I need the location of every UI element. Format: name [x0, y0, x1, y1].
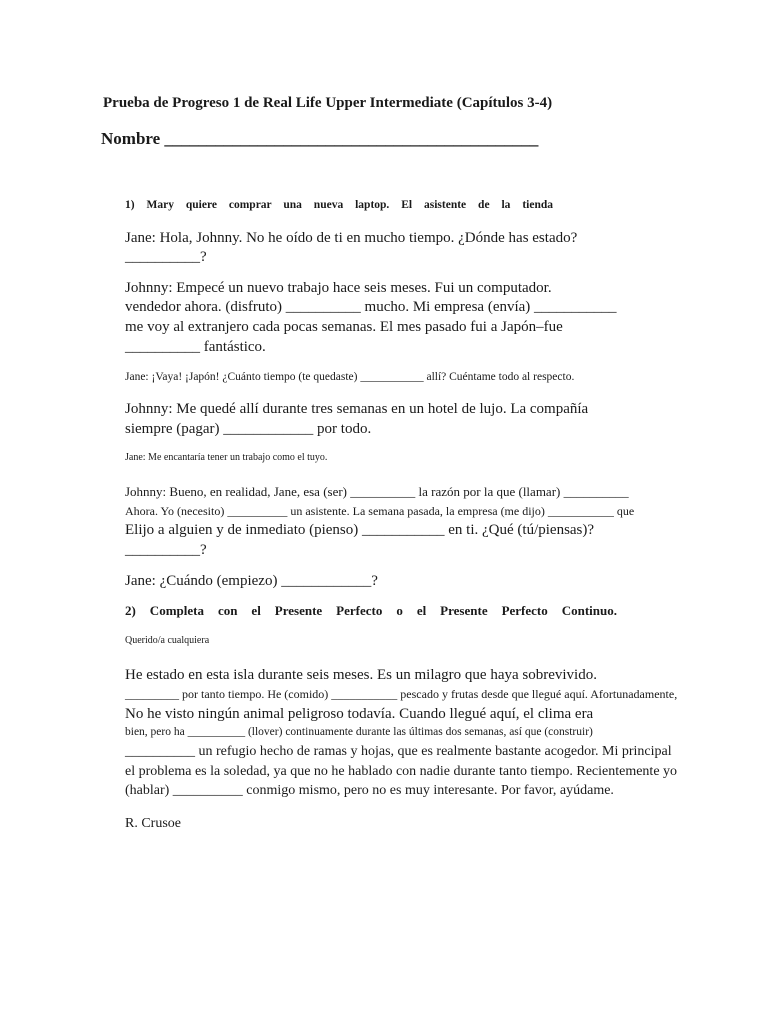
dialogue-line: siempre (pagar) ____________ por todo. — [125, 421, 372, 437]
letter-line: _________ por tanto tiempo. He (comido) ___________ pescado y frutas desde que llegué aquí. Afortunadamente, — [125, 687, 678, 701]
dialogue-line: Jane: Hola, Johnny. No he oído de ti en mucho tiempo. ¿Dónde has estado? — [125, 230, 578, 246]
page-title: Prueba de Progreso 1 de Real Life Upper Intermediate (Capítulos 3-4) — [103, 95, 553, 111]
dialogue-line: Jane: ¡Vaya! ¡Japón! ¿Cuánto tiempo (te quedaste) ___________ allí? Cuéntame todo al respecto. — [125, 371, 575, 383]
letter-line: He estado en esta isla durante seis meses. Es un milagro que haya sobrevivido. — [125, 667, 597, 683]
letter-line: No he visto ningún animal peligroso todavía. Cuando llegué aquí, el clima era — [125, 706, 594, 722]
dialogue-line: Johnny: Me quedé allí durante tres semanas en un hotel de lujo. La compañía — [125, 401, 589, 417]
dialogue-line: __________? — [125, 542, 207, 558]
dialogue-line: __________? — [125, 249, 207, 265]
dialogue-line: Jane: ¿Cuándo (empiezo) ____________? — [125, 573, 378, 589]
dialogue-line: Johnny: Bueno, en realidad, Jane, esa (ser) __________ la razón por la que (llamar) __________ — [125, 484, 629, 499]
letter-line: el problema es la soledad, ya que no he hablado con nadie durante tanto tiempo. Recientemente yo — [125, 764, 678, 779]
letter-greeting: Querido/a cualquiera — [125, 635, 210, 646]
letter-line: bien, pero ha __________ (llover) continuamente durante las últimas dos semanas, así que (construir) — [125, 726, 593, 738]
dialogue-line: me voy al extranjero cada pocas semanas. El mes pasado fui a Japón–fue — [125, 319, 563, 335]
letter-signature: R. Crusoe — [125, 816, 181, 831]
letter-line: (hablar) __________ conmigo mismo, pero no es muy interesante. Por favor, ayúdame. — [125, 783, 614, 798]
dialogue-line: Ahora. Yo (necesito) __________ un asistente. La semana pasada, la empresa (me dijo) ___________ que — [125, 504, 635, 518]
dialogue-line: __________ fantástico. — [125, 339, 266, 355]
dialogue-line: Elijo a alguien y de inmediato (pienso) ___________ en ti. ¿Qué (tú/piensas)? — [125, 522, 595, 538]
dialogue-line: Johnny: Empecé un nuevo trabajo hace seis meses. Fui un computador. — [125, 280, 552, 296]
section-2-heading: 2) Completa con el Presente Perfecto o el Presente Perfecto Continuo. — [125, 603, 617, 618]
name-field-label: Nombre ____________________________________________ — [101, 129, 539, 148]
dialogue-line: Jane: Me encantaría tener un trabajo como el tuyo. — [125, 452, 328, 463]
letter-line: __________ un refugio hecho de ramas y hojas, que es realmente bastante acogedor. Mi principal — [125, 744, 672, 759]
dialogue-line: vendedor ahora. (disfruto) __________ mucho. Mi empresa (envía) ___________ — [125, 299, 617, 315]
section-1-heading: 1) Mary quiere comprar una nueva laptop. El asistente de la tienda — [125, 199, 553, 211]
